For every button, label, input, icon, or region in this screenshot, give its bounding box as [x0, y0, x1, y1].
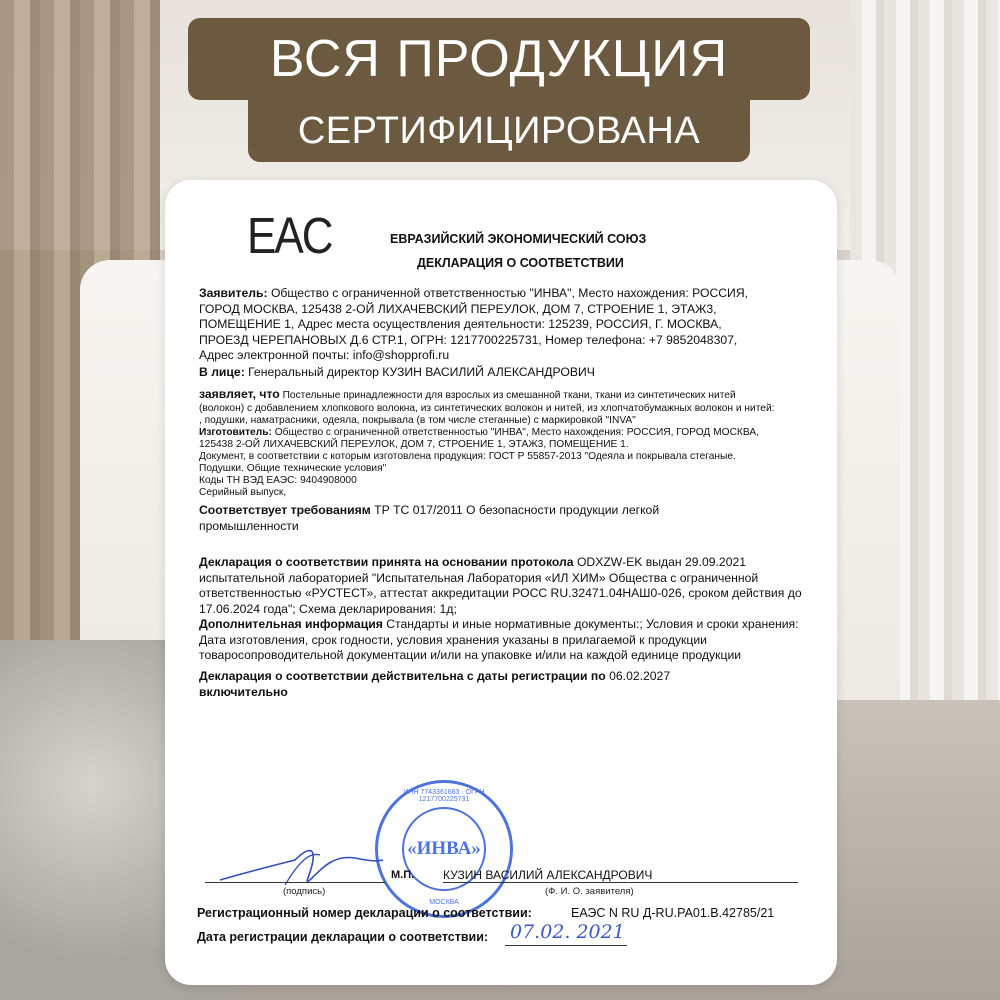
validity-tail: включительно	[199, 684, 288, 699]
person-label: В лице:	[199, 365, 245, 379]
declaration-title: ДЕКЛАРАЦИЯ О СООТВЕТСТВИИ	[417, 256, 624, 270]
banner-line-1: ВСЯ ПРОДУКЦИЯ	[269, 30, 729, 88]
reg-number-value: ЕАЭС N RU Д-RU.РА01.В.42785/21	[571, 906, 775, 920]
complies-line: промышленности	[199, 518, 299, 533]
reg-date-value: 07.02. 2021	[510, 921, 625, 943]
additional-line: Дата изготовления, срок годности, условия хранения указаны в прилагаемой к продукции	[199, 632, 707, 647]
complies-block	[199, 503, 819, 534]
additional-block	[199, 617, 819, 664]
manufacturer-label: Изготовитель:	[199, 426, 272, 438]
doc-basis-line: Документ, в соответствии с которым изготовлена продукция: ГОСТ Р 55857-2013 "Одеяла и покрывала стеганые.	[199, 450, 736, 462]
declares-line: Постельные принадлежности для взрослых из смешанной ткани, ткани из синтетических нитей	[279, 390, 736, 401]
applicant-line: ГОРОД МОСКВА, 125438 2-ОЙ ЛИХАЧЕВСКИЙ ПЕРЕУЛОК, ДОМ 7, СТРОЕНИЕ 1, ЭТАЖ3,	[199, 301, 717, 316]
declares-label: заявляет, что	[199, 387, 280, 401]
stamp-ring-text: ИНН 7743361683 · ОГРН 1217700225731	[403, 789, 485, 803]
additional-line: Стандарты и иные нормативные документы:; Условия и сроки хранения:	[382, 617, 799, 631]
protocol-block	[199, 555, 819, 617]
company-stamp	[375, 780, 513, 918]
signer-name: КУЗИН ВАСИЛИЙ АЛЕКСАНДРОВИЧ	[443, 868, 653, 882]
reg-date-label: Дата регистрации декларации о соответствии:	[197, 930, 489, 944]
applicant-label: Заявитель:	[199, 286, 268, 300]
validity-label: Декларация о соответствии действительна с даты регистрации по	[199, 669, 606, 683]
complies-label: Соответствует требованиям	[199, 503, 371, 517]
declares-line: , подушки, наматрасники, одеяла, покрывала (в том числе стеганные) с маркировкой "INVA"	[199, 414, 636, 426]
banner-title	[188, 18, 810, 100]
applicant-line: Общество с ограниченной ответственностью "ИНВА", Место нахождения: РОССИЯ,	[267, 286, 749, 300]
eac-mark: EAC	[247, 208, 332, 265]
reg-date-line	[505, 945, 627, 946]
protocol-label: Декларация о соответствии принята на основании протокола	[199, 555, 574, 569]
signature-line	[205, 882, 385, 883]
declares-block	[199, 387, 819, 499]
stamp-city: МОСКВА	[429, 899, 459, 906]
banner-line-2: СЕРТИФИЦИРОВАНА	[297, 109, 701, 152]
codes-line: Коды ТН ВЭД ЕАЭС: 9404908000	[199, 474, 357, 486]
person-block	[199, 365, 819, 381]
manufacturer-line: Общество с ограниченной ответственностью "ИНВА", Место нахождения: РОССИЯ, ГОРОД МОСКВА,	[271, 426, 759, 438]
applicant-line: Адрес электронной почты: info@shopprofi.ru	[199, 348, 450, 363]
validity-block	[199, 669, 819, 700]
signature-caption: (подпись)	[283, 886, 326, 897]
declaration-document	[165, 180, 837, 985]
applicant-line: ПРОЕЗД ЧЕРЕПАНОВЫХ Д.6 СТР.1, ОГРН: 1217700225731, Номер телефона: +7 9852048307,	[199, 332, 738, 347]
signer-caption: (Ф. И. О. заявителя)	[545, 886, 634, 897]
reg-number-label: Регистрационный номер декларации о соответствии:	[197, 906, 532, 920]
doc-basis-line: Подушки. Общие технические условия"	[199, 462, 387, 474]
validity-value: 06.02.2027	[605, 669, 671, 683]
additional-line: товаросопроводительной документации и/или на упаковке и/или на каждой единице продукции	[199, 648, 742, 663]
banner-subtitle	[248, 100, 750, 162]
applicant-block	[199, 286, 819, 364]
complies-line: ТР ТС 017/2011 О безопасности продукции легкой	[370, 503, 660, 517]
protocol-line: 17.06.2024 года"; Схема декларирования: 1д;	[199, 601, 457, 616]
protocol-line: испытательной лабораторией "Испытательная Лаборатория «ИЛ ХИМ» Общества с ограниченной	[199, 570, 759, 585]
additional-label: Дополнительная информация	[199, 617, 383, 631]
mp-label: М.П.	[391, 869, 415, 881]
union-heading: ЕВРАЗИЙСКИЙ ЭКОНОМИЧЕСКИЙ СОЮЗ	[390, 232, 647, 246]
declares-line: (волокон) с добавлением хлопкового волокна, из синтетических волокон и нитей, из хлопчатобумажных волокон и нитей:	[199, 402, 775, 414]
protocol-line: ответственностью «РУСТЕСТ», аттестат аккредитации РОСС RU.32471.04НАШ0-026, сроком действия до	[199, 586, 802, 601]
serial-line: Серийный выпуск,	[199, 486, 287, 498]
manufacturer-line: 125438 2-ОЙ ЛИХАЧЕВСКИЙ ПЕРЕУЛОК, ДОМ 7, СТРОЕНИЕ 1, ЭТАЖ3, ПОМЕЩЕНИЕ 1.	[199, 438, 629, 450]
person-value: Генеральный директор КУЗИН ВАСИЛИЙ АЛЕКСАНДРОВИЧ	[244, 365, 595, 379]
applicant-line: ПОМЕЩЕНИЕ 1, Адрес места осуществления деятельности: 125239, РОССИЯ, Г. МОСКВА,	[199, 317, 722, 332]
protocol-line: ODXZW-EK выдан 29.09.2021	[573, 555, 747, 569]
stamp-name: «ИНВА»	[407, 838, 481, 859]
